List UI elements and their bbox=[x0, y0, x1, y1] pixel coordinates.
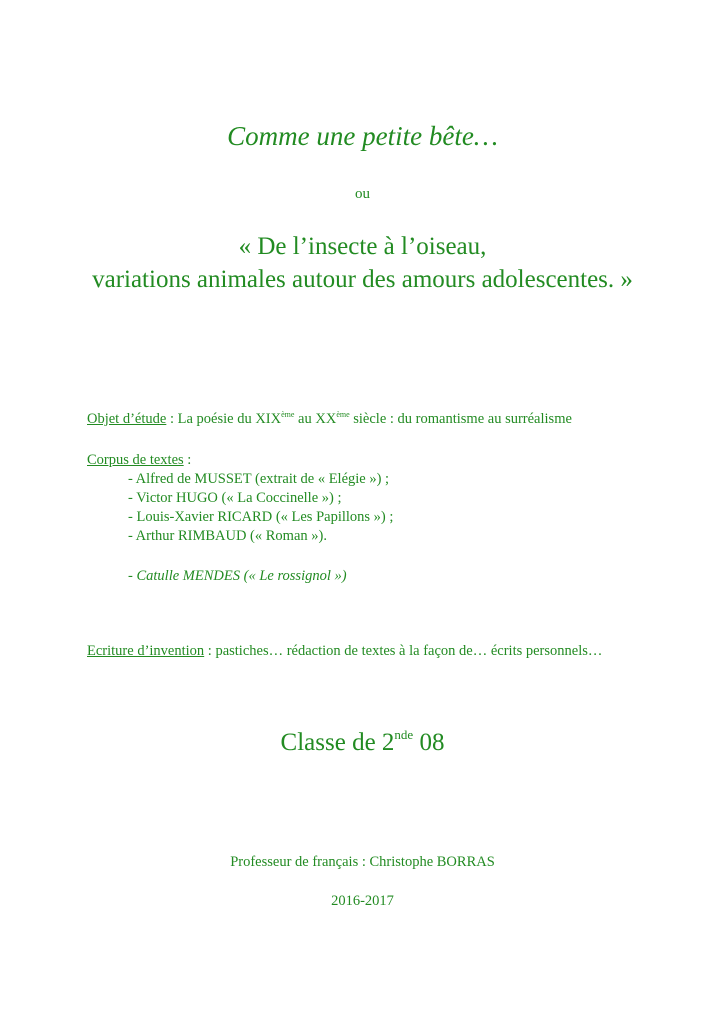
document-subtitle bbox=[0, 230, 725, 296]
corpus-heading bbox=[87, 451, 191, 469]
teacher-label: Professeur de français : bbox=[230, 854, 366, 870]
corpus-work: (« Roman »). bbox=[246, 528, 327, 544]
corpus-extra-work: (« Le rossignol ») bbox=[239, 568, 347, 584]
objet-etude-line bbox=[87, 410, 572, 428]
objet-sup-b: ème bbox=[336, 410, 350, 419]
corpus-label: Corpus de textes bbox=[87, 452, 184, 468]
corpus-work: (« Les Papillons ») ; bbox=[272, 509, 394, 525]
school-year: 2016-2017 bbox=[331, 893, 394, 909]
corpus-work: (« La Coccinelle ») ; bbox=[217, 490, 342, 506]
objet-etude-label: Objet d’étude bbox=[87, 411, 167, 427]
objet-text-b: au XX bbox=[294, 411, 337, 427]
subtitle-line-1: « De l’insecte à l’oiseau, bbox=[238, 233, 487, 260]
ecriture-label: Ecriture d’invention bbox=[87, 643, 205, 659]
teacher-line bbox=[0, 853, 725, 871]
corpus-item: - Alfred de MUSSET (extrait de « Elégie ») ; bbox=[128, 471, 390, 487]
subtitle-line-2: variations animales autour des amours adolescentes. » bbox=[92, 266, 633, 293]
objet-sup-a: ème bbox=[281, 410, 295, 419]
ecriture-colon: : bbox=[204, 643, 212, 659]
corpus-item: - Victor HUGO (« La Coccinelle ») ; bbox=[128, 490, 342, 506]
corpus-item: - Arthur RIMBAUD (« Roman »). bbox=[128, 528, 327, 544]
corpus-author: Arthur RIMBAUD bbox=[135, 528, 247, 544]
corpus-extra-item: - Catulle MENDES (« Le rossignol ») bbox=[128, 568, 347, 584]
class-sup: nde bbox=[394, 727, 414, 742]
corpus-list bbox=[128, 470, 393, 546]
corpus-author: Victor HUGO bbox=[136, 490, 218, 506]
document-title: Comme une petite bête… bbox=[227, 121, 498, 151]
corpus-work: (extrait de « Elégie ») ; bbox=[251, 471, 390, 487]
corpus-extra-author: Catulle MENDES bbox=[136, 568, 240, 584]
corpus-author: Louis-Xavier RICARD bbox=[136, 509, 273, 525]
corpus-item: - Louis-Xavier RICARD (« Les Papillons ») ; bbox=[128, 509, 394, 525]
teacher-name: Christophe BORRAS bbox=[365, 854, 495, 870]
ecriture-text: pastiches… rédaction de textes à la façon de… écrits personnels… bbox=[211, 643, 603, 659]
objet-text-a: La poésie du XIX bbox=[173, 411, 282, 427]
class-number: 08 bbox=[413, 729, 445, 756]
objet-text-c: siècle : du romantisme au surréalisme bbox=[349, 411, 572, 427]
class-text: Classe de 2 bbox=[280, 729, 395, 756]
corpus-author: Alfred de MUSSET bbox=[135, 471, 252, 487]
objet-etude-colon: : bbox=[166, 411, 174, 427]
ecriture-line bbox=[87, 642, 602, 660]
conjunction-ou: ou bbox=[355, 186, 370, 202]
class-name bbox=[0, 727, 725, 759]
corpus-colon: : bbox=[183, 452, 192, 468]
